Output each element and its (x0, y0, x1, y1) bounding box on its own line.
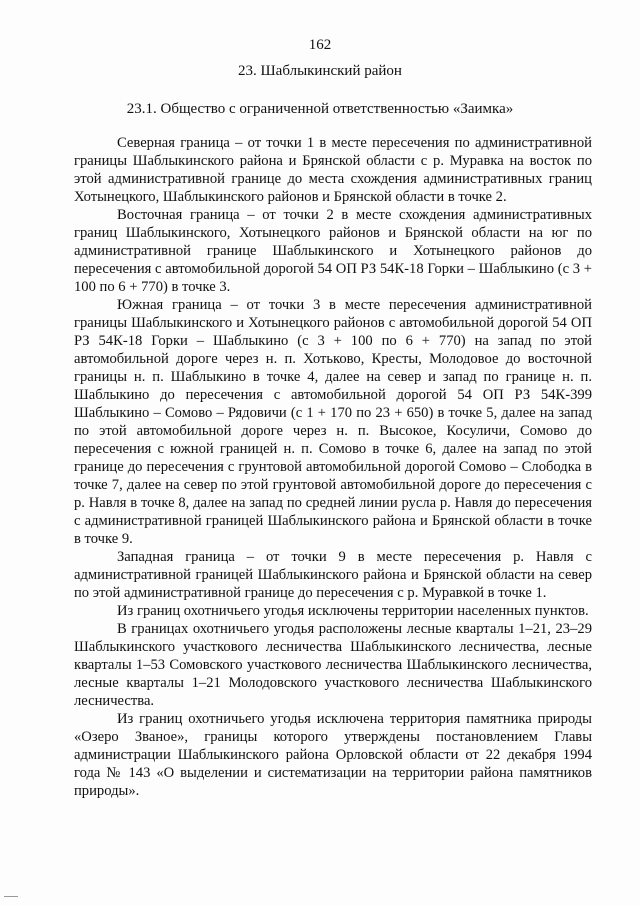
body-text (74, 134, 592, 800)
paragraph-south-border: Южная граница – от точки 3 в месте пересечения административной границы Шаблыкинского и Хотынецкого районов с автомобильной дорогой 54 ОП РЗ 54К-18 Горки – Шаблыкино (с 3 + 100 по 6 + 770) на запад по этой автомобильной дороге через н. п. Хотьково, Кресты, Молодовое до восточной границы н. п. Шаблыкино в точке 4, далее на север и запад по границе н. п. Шаблыкино до пересечения с автомобильной дорогой 54 ОП РЗ 54К-399 Шаблыкино – Сомово – Рядовичи (с 1 + 170 по 23 + 650) в точке 5, далее на запад по этой автомобильной дороге через н. п. Высокое, Косуличи, Сомово до пересечения с южной границей н. п. Сомово в точке 6, далее на запад по этой границе до пересечения с грунтовой автомобильной дорогой Сомово – Слободка в точке 7, далее на север по этой грунтовой автомобильной дороге до пересечения с р. Навля в точке 8, далее на запад по средней линии русла р. Навля до пересечения с административной границей Шаблыкинского района и Брянской области в точке в точке 9. (74, 297, 592, 547)
scan-edge-mark (4, 896, 18, 897)
organization-title: 23.1. Общество с ограниченной ответственностью «Заимка» (126, 101, 514, 117)
paragraph-north-border: Северная граница – от точки 1 в месте пересечения по административной границы Шаблыкинского района и Брянской области с р. Муравка на восток по этой административной границе до места схождения административных границ Хотынецкого, Шаблыкинского районов и Брянской области в точке 2. (74, 135, 592, 205)
paragraph-forest-quarters: В границах охотничьего угодья расположены лесные кварталы 1–21, 23–29 Шаблыкинского участкового лесничества Шаблыкинского лесничества, лесные кварталы 1–53 Сомовского участкового лесничества Шаблыкинского лесничества, лесные кварталы 1–21 Молодовского участкового лесничества Шаблыкинского лесничества. (74, 621, 592, 709)
paragraph-west-border: Западная граница – от точки 9 в месте пересечения р. Навля с административной границей Шаблыкинского района и Брянской области на север по этой административной границе до пересечения с р. Муравкой в точке 1. (74, 549, 592, 601)
paragraph-nature-monument: Из границ охотничьего угодья исключена территория памятника природы «Озеро Званое», границы которого утверждены постановлением Главы администрации Шаблыкинского района Орловской области от 22 декабря 1994 года № 143 «О выделении и систематизации на территории района памятников природы». (74, 711, 592, 799)
district-title: 23. Шаблыкинский район (238, 63, 402, 79)
page-number: 162 (308, 37, 332, 53)
paragraph-east-border: Восточная граница – от точки 2 в месте схождения административных границ Шаблыкинского, Хотынецкого районов и Брянской области на юг по административной границе Шаблыкинского и Хотынецкого районов до пересечения с автомобильной дорогой 54 ОП РЗ 54К-18 Горки – Шаблыкино (с 3 + 100 по 6 + 770) в точке 3. (74, 207, 592, 295)
paragraph-excluded-settlements: Из границ охотничьего угодья исключены территории населенных пунктов. (117, 603, 589, 619)
